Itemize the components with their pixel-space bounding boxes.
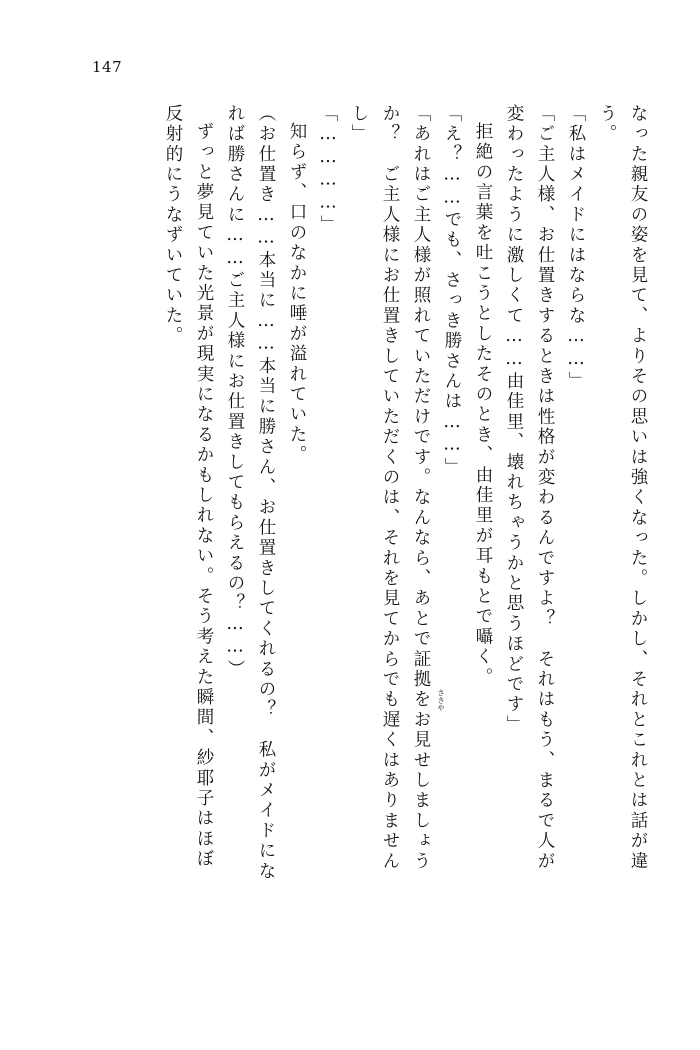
text-line: れば勝さんに……ご主人様にお仕置きしてもらえるの？……） — [225, 104, 245, 680]
page-number: 147 — [92, 58, 123, 76]
text-line: ずっと夢見ていた光景が現実になるかもしれない。そう考えた瞬間、紗耶子はほぼ — [194, 122, 214, 870]
ruby-annotation: ささや — [436, 689, 446, 712]
text-line: し」 — [349, 104, 369, 145]
text-line: 知らず、口のなかに唾が溢れていた。 — [287, 122, 307, 466]
text-line: 「…………」 — [318, 104, 338, 236]
vertical-text-body — [46, 104, 646, 1009]
text-line: 「ご主人様、お仕置きするときは性格が変わるんですよ？ それはもう、まるで人が — [535, 104, 555, 872]
text-line: 変わったように激しくて……由佳里、壊れちゃうかと思うほどです」 — [504, 104, 524, 736]
text-line: 反射的にうなずいていた。 — [163, 104, 183, 347]
text-line: なった親友の姿を見て、よりその思いは強くなった。しかし、それとこれとは話が違 — [628, 104, 648, 872]
text-line: う。 — [597, 104, 617, 145]
text-line: か？ ご主人様にお仕置きしていただくのは、それを見てからでも遅くはありません — [380, 104, 400, 872]
text-line: （お仕置き……本当に……本当に勝さん、お仕置きしてくれるの？ 私がメイドにな — [256, 104, 276, 882]
text-line: 「え？……でも、さっき勝さんは……」 — [442, 104, 462, 478]
text-line: 「私はメイドにはならな……」 — [566, 104, 586, 392]
text-line: 「あれはご主人様が照れていただけです。なんなら、あとで証拠をお見せしましょう — [411, 104, 431, 872]
text-line: 拒絶の言葉を吐こうとしたそのとき、由佳里が耳もとで囁く。 — [473, 122, 493, 688]
